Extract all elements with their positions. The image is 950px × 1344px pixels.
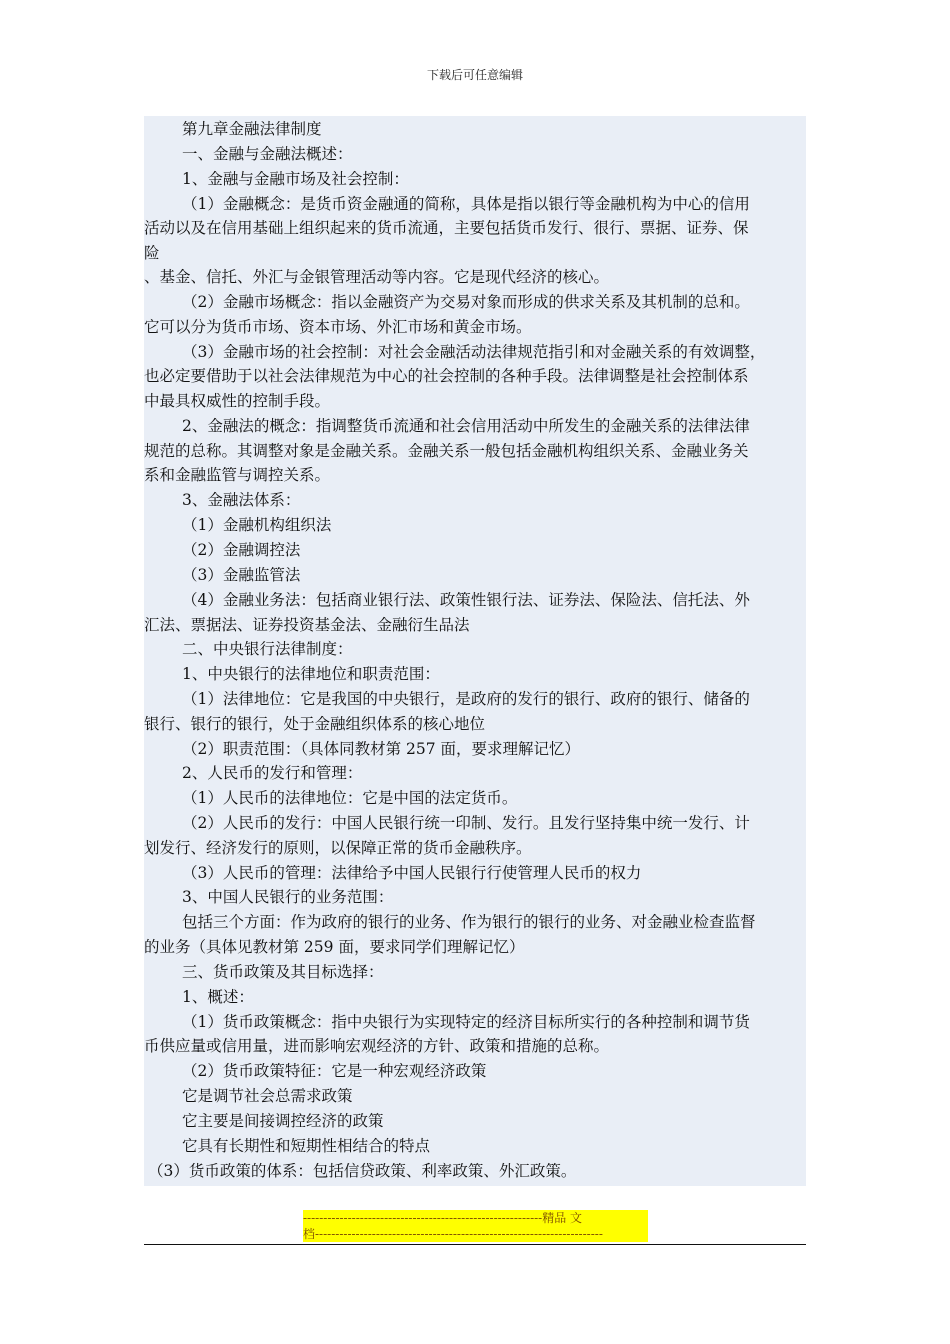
footer-highlight (303, 1210, 648, 1242)
text-line: （3）货币政策的体系：包括信贷政策、利率政策、外汇政策。 (148, 1162, 577, 1180)
text-line: （1）人民币的法律地位：它是中国的法定货币。 (182, 789, 518, 807)
text-line: 第九章金融法律制度 (182, 120, 322, 138)
text-line: 险 (144, 244, 160, 262)
text-line: 划发行、经济发行的原则，以保障正常的货币金融秩序。 (144, 839, 532, 857)
text-line: 它主要是间接调控经济的政策 (182, 1112, 384, 1130)
text-line: （2）人民币的发行：中国人民银行统一印制、发行。且发行坚持集中统一发行、计 (182, 814, 750, 832)
text-line: 一、金融与金融法概述： (182, 145, 353, 163)
text-line: （4）金融业务法：包括商业银行法、政策性银行法、证券法、保险法、信托法、外 (182, 591, 750, 609)
text-line: 也必定要借助于以社会法律规范为中心的社会控制的各种手段。法律调整是社会控制体系 (144, 367, 749, 385)
text-line: 它可以分为货币市场、资本市场、外汇市场和黄金市场。 (144, 318, 532, 336)
text-line: 规范的总称。其调整对象是金融关系。金融关系一般包括金融机构组织关系、金融业务关 (144, 442, 749, 460)
text-line: 的业务（具体见教材第 259 面，要求同学们理解记忆） (144, 938, 525, 956)
text-line: （2）职责范围：（具体同教材第 257 面，要求理解记忆） (182, 740, 581, 758)
text-line: 1、金融与金融市场及社会控制： (182, 170, 409, 188)
text-line: 3、金融法体系： (182, 491, 301, 509)
text-line: 1、中央银行的法律地位和职责范围： (182, 665, 440, 683)
text-line: 活动以及在信用基础上组织起来的货币流通，主要包括货币发行、很行、票据、证券、保 (144, 219, 749, 237)
text-line: 3、中国人民银行的业务范围： (182, 888, 394, 906)
text-line: 系和金融监管与调控关系。 (144, 466, 331, 484)
text-line: 2、人民币的发行和管理： (182, 764, 363, 782)
text-line: 它具有长期性和短期性相结合的特点 (182, 1137, 431, 1155)
text-line: （2）金融调控法 (182, 541, 301, 559)
text-line: 1、概述： (182, 988, 254, 1006)
text-line: （2）货币政策特征：它是一种宏观经济政策 (182, 1062, 487, 1080)
text-line: 币供应量或信用量，进而影响宏观经济的方针、政策和措施的总称。 (144, 1037, 610, 1055)
text-line: 三、货币政策及其目标选择： (182, 963, 384, 981)
text-line: （1）金融概念：是货币资金融通的简称，具体是指以银行等金融机构为中心的信用 (182, 195, 750, 213)
page-header: 下载后可任意编辑 (426, 68, 523, 82)
text-line: 包括三个方面：作为政府的银行的业务、作为银行的银行的业务、对金融业检查监督 (182, 913, 756, 931)
text-line: 它是调节社会总需求政策 (182, 1087, 353, 1105)
document-body (144, 116, 806, 1186)
text-line: 汇法、票据法、证券投资基金法、金融衍生品法 (144, 616, 470, 634)
text-line: 2、金融法的概念：指调整货币流通和社会信用活动中所发生的金融关系的法律法律 (182, 417, 750, 435)
text-line: （3）金融市场的社会控制：对社会金融活动法律规范指引和对金融关系的有效调整， (182, 343, 766, 361)
text-line: （2）金融市场概念：指以金融资产为交易对象而形成的供求关系及其机制的总和。 (182, 293, 750, 311)
text-line: 银行、银行的银行，处于金融组织体系的核心地位 (144, 715, 486, 733)
text-line: （1）货币政策概念：指中央银行为实现特定的经济目标所实行的各种控制和调节货 (182, 1013, 750, 1031)
footer-line-1: -----------------------------------------------------------精品 文 (303, 1210, 648, 1226)
text-line: （3）金融监管法 (182, 566, 301, 584)
footer-divider (144, 1244, 806, 1245)
text-line: 二、中央银行法律制度： (182, 640, 353, 658)
footer-line-2: 档----------------------------------------------------------------------- (303, 1226, 648, 1242)
text-line: 中最具权威性的控制手段。 (144, 392, 331, 410)
text-line: （1）法律地位：它是我国的中央银行，是政府的发行的银行、政府的银行、储备的 (182, 690, 750, 708)
text-line: 、基金、信托、外汇与金银管理活动等内容。它是现代经济的核心。 (144, 268, 610, 286)
text-line: （3）人民币的管理：法律给予中国人民银行行使管理人民币的权力 (182, 864, 642, 882)
text-line: （1）金融机构组织法 (182, 516, 332, 534)
